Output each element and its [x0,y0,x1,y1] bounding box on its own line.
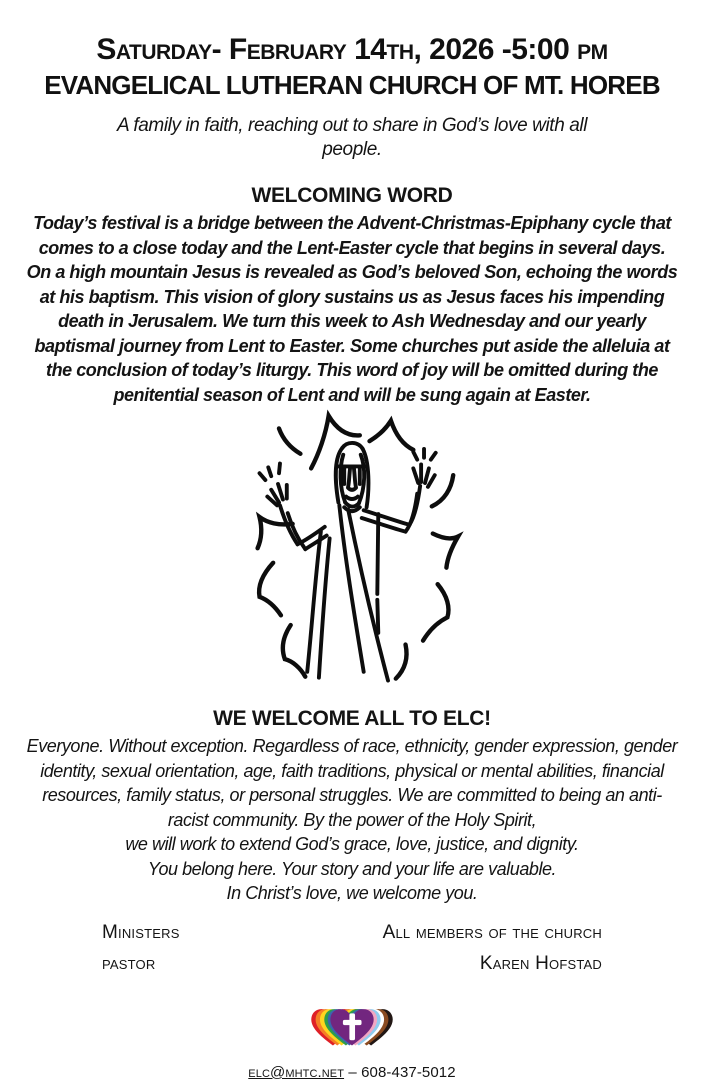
pastor-label: pastor [102,952,156,974]
ministers-value: All members of the church [382,921,602,943]
footer-separator: – [348,1063,357,1081]
contact-footer [0,1064,704,1081]
phone-number: 608-437-5012 [361,1063,456,1081]
welcome-all-line: In Christ’s love, we welcome you. [226,883,478,904]
welcome-all-line: You belong here. Your story and your life are valuable. [147,858,557,879]
welcome-all-section [0,707,704,906]
pride-heart-cross-logo [300,999,404,1059]
ministers-label: Ministers [102,921,180,943]
church-tagline: A family in faith, reaching out to share in God’s love with all people. [116,115,588,161]
church-name: EVANGELICAL LUTHERAN CHURCH OF MT. HOREB [44,69,660,100]
welcome-all-heading: WE WELCOME ALL TO ELC! [213,707,491,731]
welcoming-word-body: Today’s festival is a bridge between the Advent-Christmas-Epiphany cycle that comes to a close today and the Lent-Easter cycle that begins in several days. On a high mountain Jesus is revealed as God’s beloved Son, echoing the words at his baptism. This vision of glory sustains us as Jesus faces his impending death in Jerusalem. We turn this week to Ash Wednesday and our yearly baptismal journey from Lent to Easter. Some churches put aside the alleluia at the conclusion of today’s liturgy. This word of joy will be omitted during the penitential season of Lent and will be sung again at Easter. [26,213,678,405]
email-link[interactable]: elc@mhtc.net [248,1063,345,1081]
page-title: Saturday- February 14th, 2026 -5:00 pm [96,33,608,66]
welcome-all-body: Everyone. Without exception. Regardless of race, ethnicity, gender expression, gender identity, sexual orientation, age, faith traditions, physical or mental abilities, financial resources, family status, or personal struggles. We are committed to being an anti-racist community. By the power of the Holy Spirit, [26,736,678,830]
welcoming-word-section [0,184,704,407]
bulletin-header [0,33,704,162]
welcome-all-line: we will work to extend God’s grace, love, justice, and dignity. [125,834,579,855]
jesus-illustration [207,409,497,701]
heart-logo-svg [300,999,404,1059]
pastor-name: Karen Hofstad [479,952,602,974]
welcoming-word-heading: WELCOMING WORD [251,184,453,208]
jesus-line-art-svg [207,409,497,701]
ministers-block [102,920,602,977]
